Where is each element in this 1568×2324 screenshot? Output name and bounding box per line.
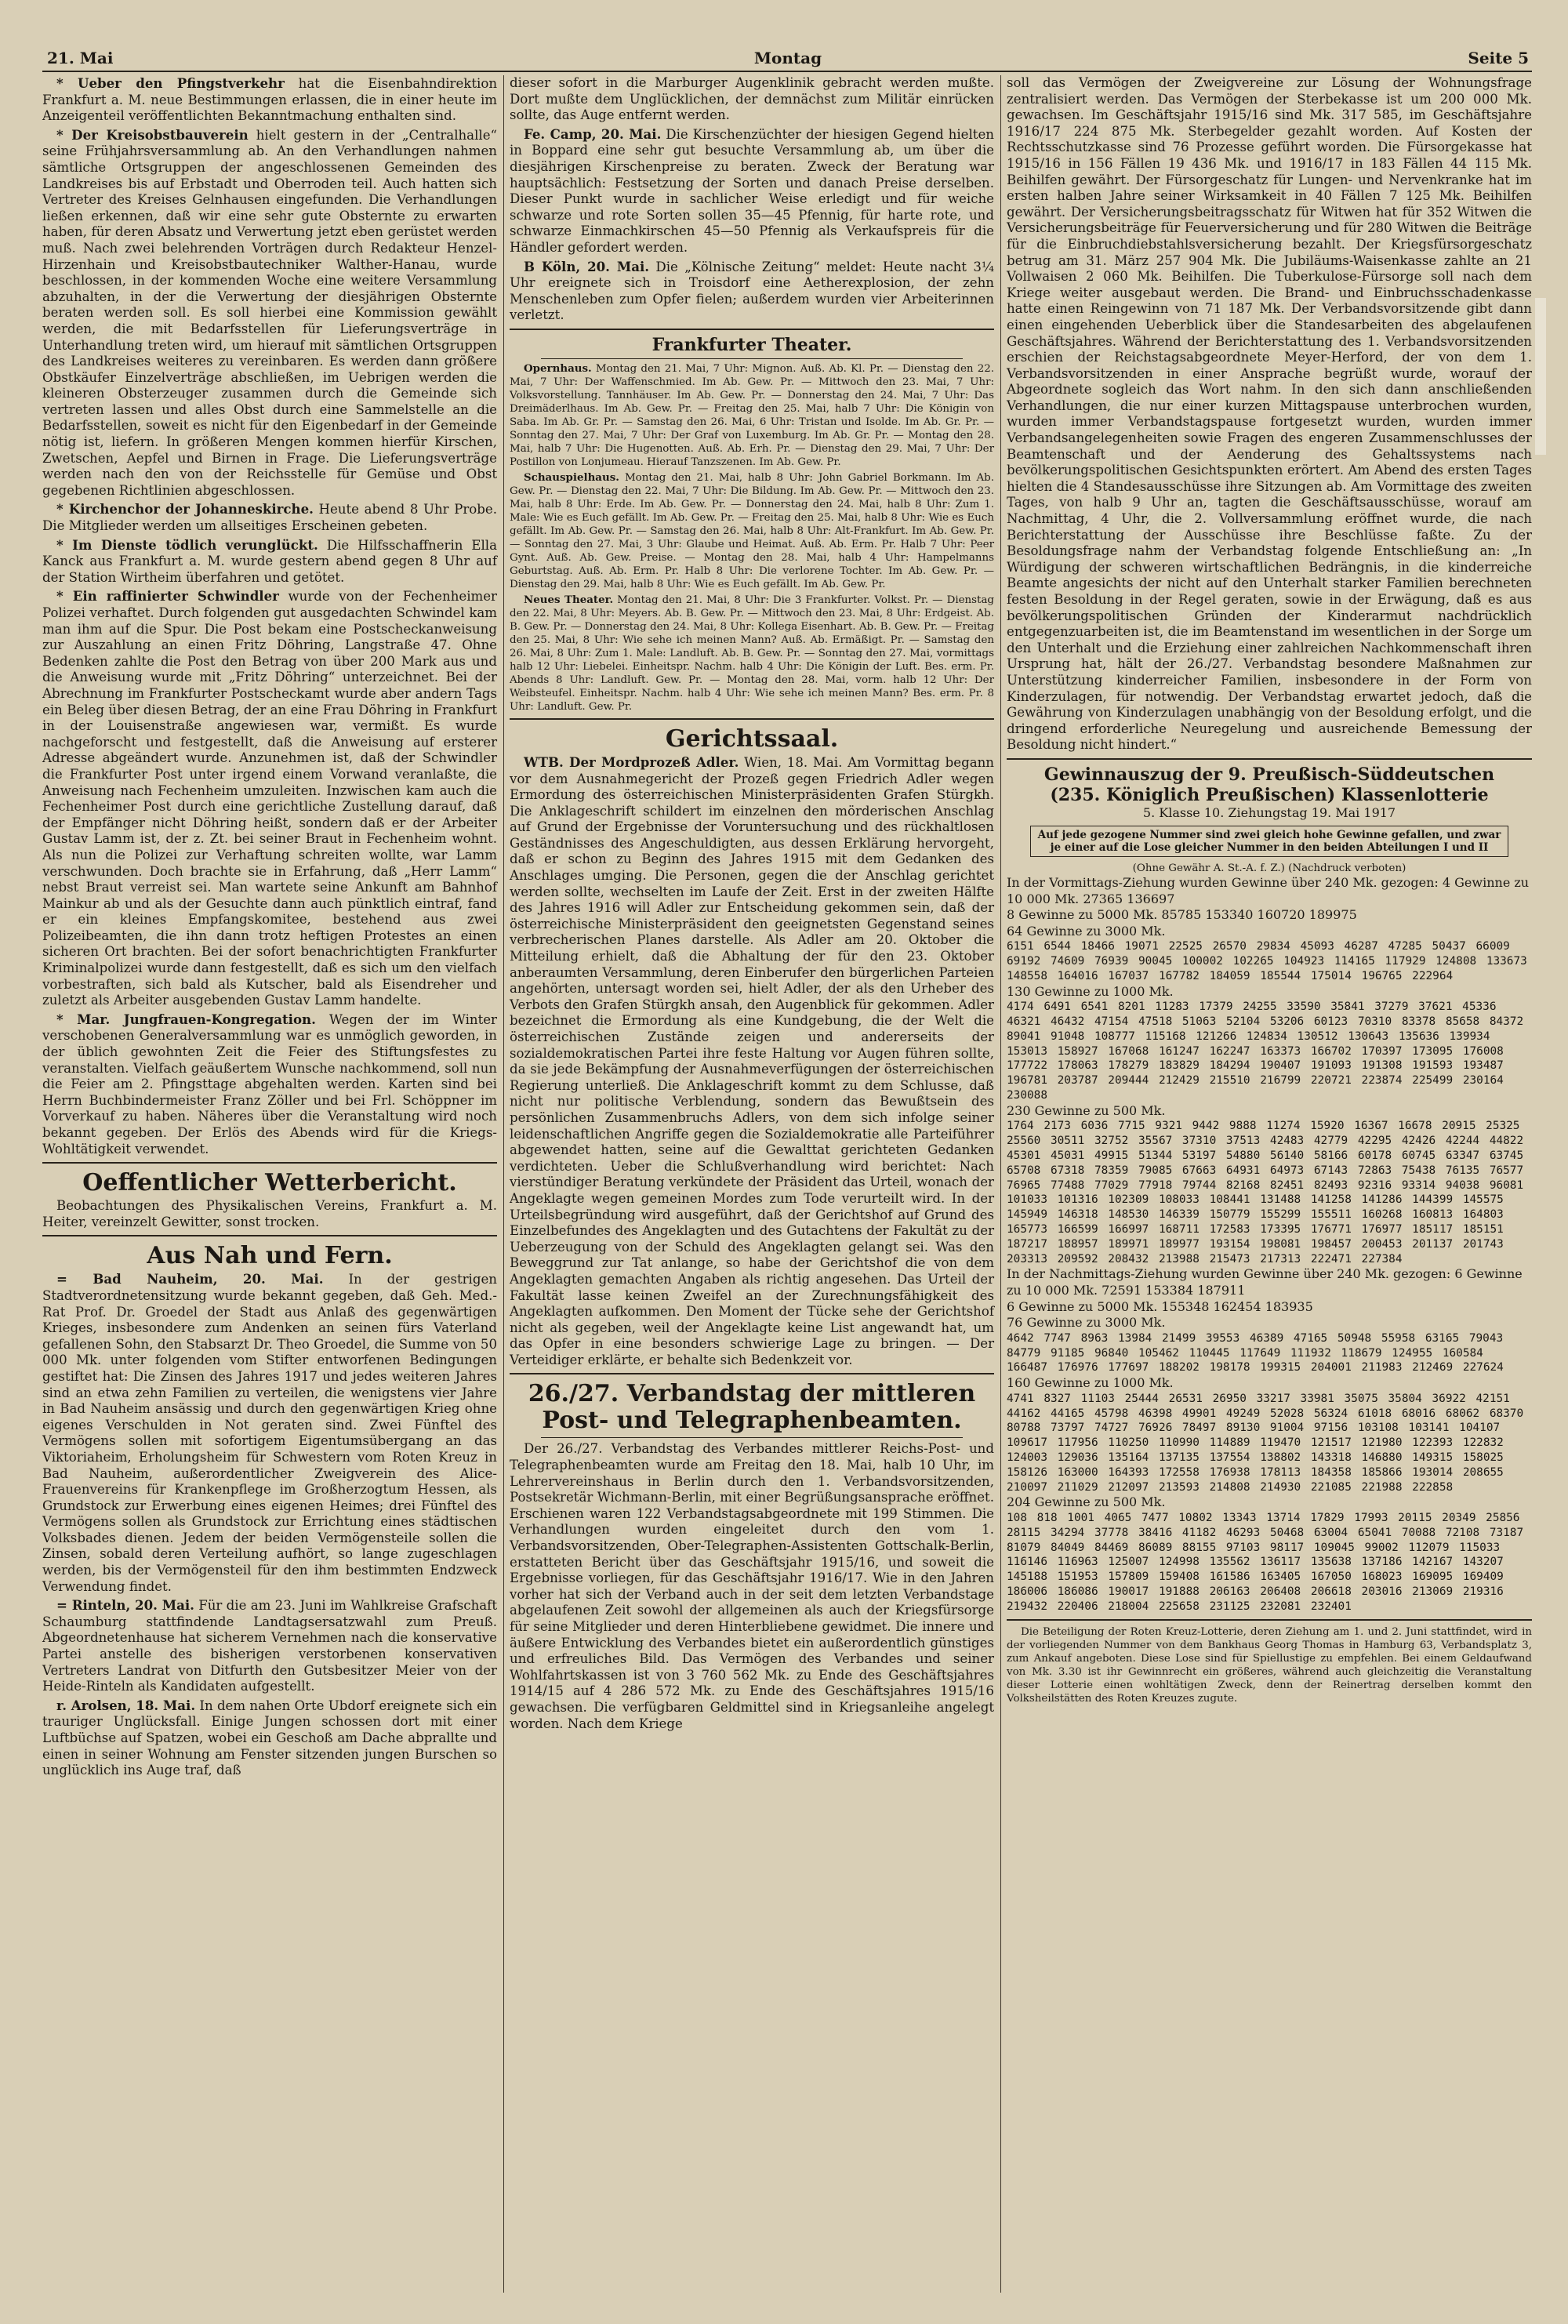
news-item-text: wurde von der Fechenheimer Polizei verhaftet. Durch folgenden gut ausgedachten Schwindel kam man ihm auf die Spur. Die Post bekam eine Postscheckanweisung zur Auszahlung an einen Fritz Döhring, Langstraße 47. Ohne Bedenken zahlte die Post den Betrag von über 200 Mark aus und die Anweisung wurde mit „Fritz Döhring“ unterzeichnet. Bei der Abrechnung im Frankfurter Postscheckamt wurde aber andern Tags ein Beleg über diesen Betrag, der an eine Frau Döhring in Frankfurt in der Louisenstraße angewiesen war, vermißt. Es wurde nachgeforscht und festgestellt, daß die Anweisung auf ersterer Adresse abgeändert wurde. Anzunehmen ist, daß der Schwindler die Frankfurter Post unter irgend einem Vorwand veranlaßte, die Anweisung nach Fechenheim umzuleiten. Inzwischen kam auch die Fechenheimer Post durch eine gerichtliche Zustellung darauf, daß der Empfänger nicht Döhring heißt, sondern daß er der Arbeiter Gustav Lamm ist, der z. Zt. bei seiner Braut in Fechenheim wohnt. Als nun die Polizei zur Verhaftung schreiten wollte, war Lamm verschwunden. Doch brachte sie in Erfahrung, daß „Herr Lamm“ nebst Braut verreist sei. Man wartete seine Ankunft am Bahnhof Mainkur ab und als der Gesuchte dann auch pünktlich eintraf, fand er ein kleines Empfangskomitee, bestehend aus zwei Polizeibeamten, die ihn dann trotz heftigen Protestes an einen sicheren Ort brachten. Bei der sofort benachrichtigten Frankfurter Kriminalpolizei wurde dann festgestellt, daß es sich um den vielfach vorbestraften, sich bald als Kutscher, bald als Eisendreher und zuletzt als Arbeiter ausgebenden Gustav Lamm handelte. — [42, 589, 497, 1008]
news-item — [42, 588, 497, 1008]
lottery-draw-info: 5. Klasse 10. Ziehungstag 19. Mai 1917 — [1142, 804, 1396, 820]
news-item-text: Die Hilfsschaffnerin Ella Kanck aus Frankfurt a. M. wurde gestern abend gegen 8 Uhr auf der Station Wirtheim überfahren und getötet. — [42, 537, 498, 585]
section-rule — [510, 718, 994, 720]
local-news-item-text: Für die am 23. Juni im Wahlkreise Grafschaft Schaumburg stattfindende Landtagsersatzwahl zum Preuß. Abgeordnetenhause hat sicherem Vernehmen nach die konservative Partei anstelle des bisherigen verstorbenen konservativen Vertreters Landrat von Ditfurth den Gutsbesitzer Meier von der Heide-Rinteln als Kandidaten aufgestellt. — [42, 1598, 497, 1694]
column-divider — [1000, 75, 1001, 2293]
verband-report: Der 26./27. Verbandstag des Verbandes mittlerer Reichs-Post- und Telegraphenbeamten wurde am Freitag den 18. Mai, halb 10 Uhr, im Lehrervereinshaus in Berlin durch den 1. Verbandsvorsitzenden, Postsekretär Wichmann-Berlin, mit einer Begrüßungsansprache eröffnet. Erschienen waren 122 Verbandstagsabgeordnete mit 199 Stimmen. Die Verhandlungen wurden eingeleitet durch den vom 1. Verbandsvorsitzenden, Ober-Telegraphen-Assistenten Gottschalk-Berlin, erstatteten Bericht über das Geschäftsjahr 1915/16, und soweit die Ergebnisse vorliegen, für das Geschäftsjahr 1916/17. Wie in den Jahren vorher hat sich der Verband auch in der seit dem letzten Verbandstage abgelaufenen Zeit sowohl der allgemeinen als auch der Kriegsfürsorge für seine Mitglieder und deren Hinterbliebene gewidmet. Die innere und äußere Entwicklung des Verbandes bietet ein außerordentlich günstiges und erfreuliches Bild. Das Vermögen des Verbandes und seiner Wohlfahrtskassen ist von 3 760 562 Mk. zu Ende des Geschäftsjahres 1914/15 auf 4 286 572 Mk. zu Ende des Geschäftsjahres 1915/16 gewachsen. Die verfügbaren Geldmittel sind in Kriegsanleihe angelegt worden. Nach dem Kriege — [510, 1441, 994, 1731]
theater-listing — [510, 471, 994, 591]
theater-listing-lead: Neues Theater. — [524, 593, 614, 606]
lottery-notice-box: Auf jede gezogene Nummer sind zwei gleich hohe Gewinne gefallen, und zwar je einer auf die Lose gleicher Nummer in den beiden Abteilungen I und II — [1030, 826, 1508, 857]
news-item-lead: * Mar. Jungfrauen-Kongregation. — [56, 1011, 316, 1027]
news-item — [42, 537, 497, 586]
news-item-lead: * Ueber den Pfingstverkehr — [56, 75, 285, 91]
local-news-heading: Aus Nah und Fern. — [147, 1242, 393, 1270]
lottery-prize-heading: 230 Gewinne zu 500 Mk. — [1007, 1102, 1166, 1118]
news-item — [42, 1011, 497, 1157]
local-news-item — [42, 1698, 497, 1779]
lottery-prize-heading: 8 Gewinne zu 5000 Mk. 85785 153340 160720 189975 — [1007, 907, 1357, 923]
lottery-prize-heading: In der Nachmittags-Ziehung wurden Gewinne über 240 Mk. gezogen: 6 Gewinne zu 10 000 Mk. 72591 153384 187911 — [1007, 1266, 1523, 1298]
news-item-text: Wegen der im Winter verschobenen Generalversammlung war es unmöglich geworden, in der üblich gewohnten Zeit die Feier des Stiftungsfestes zu veranstalten. Vielfach geäußertem Wunsche nachkommend, soll nun die Feier am 2. Pfingsttage abgehalten werden. Karten sind bei Herrn Buchbindermeister Franz Zöller und bei Frl. Schöppner im Vorverkauf zu haben. Näheres über die Veranstaltung wird noch bekannt gegeben. Der Erlös des Abends wird für die Kriegs-Wohltätigkeit verwendet. — [42, 1011, 497, 1157]
column-2 — [510, 75, 994, 2300]
article-continuation: dieser sofort in die Marburger Augenklinik gebracht werden mußte. Dort mußte dem Unglücklichen, der demnächst zum Militär einrücken sollte, das Auge entfernt werden. — [510, 75, 994, 123]
section-rule — [42, 1235, 497, 1236]
page-edge-mark — [1535, 298, 1546, 455]
local-news-item — [42, 1597, 497, 1695]
lottery-numbers: 1764 2173 6036 7715 9321 9442 9888 11274 15920 16367 16678 20915 25325 25560 30511 32752 35567 37310 37513 42483 42779 42295 42426 42244 44822 45301 45031 49915 51344 53197 54880 56140 58166 60178 60745 63347 63745 65708 67318 78359 79085 67663 64931 64973 67143 72863 75438 76135 76577 76965 77488 77029 77918 79744 82168 82451 82493 92316 93314 94038 96081 101033 101316 102309 108033 108441 131488 141258 141286 144399 145575 145949 146318 148530 146339 150779 155299 155511 160268 160813 164803 165773 166599 166997 168711 172583 173395 176771 176977 185117 185151 187217 188957 189971 189977 193154 198081 198457 200453 201137 201743 203313 209592 208432 213988 215473 217313 222471 227384 — [1007, 1120, 1534, 1265]
theater-listing-text: Montag den 21. Mai, halb 8 Uhr: John Gabriel Borkmann. Im Ab. Gew. Pr. — Dienstag den 22. Mai, 7 Uhr: Die Bildung. Im Ab. Gew. Pr. — Mittwoch den 23. Mai, halb 8 Uhr: Erde. Im Ab. Gew. Pr. — Donnerstag den 24. Mai, halb 8 Uhr: Zum 1. Male: Wie es Euch gefällt. Im Ab. Gew. Pr. — Freitag den 25. Mai, halb 8 Uhr: Wie es Euch gefällt. Im Ab. Gew. Pr. — Samstag den 26. Mai, halb 8 Uhr: Alt-Frankfurt. Im Ab. Gew. Pr. — Sonntag den 27. Mai, 3 Uhr: Glaube und Heimat. Auß. Ab. Erm. Pr. Halb 7 Uhr: Peer Gynt. Auß. Ab. Gew. Preise. — Montag den 28. Mai, halb 4 Uhr: Hampelmanns Geburtstag. Auß. Ab. Erm. Pr. Halb 8 Uhr: Die verlorene Tochter. Im Ab. Gew. Pr. — Dienstag den 29. Mai, halb 8 Uhr: Wie es Euch gefällt. Im Ab. Gew. Pr. — [510, 471, 994, 590]
lottery-numbers: 6151 6544 18466 19071 22525 26570 29834 45093 46287 47285 50437 66009 69192 74609 76939 90045 100002 102265 104923 114165 117929 124808 133673 148558 164016 167037 167782 184059 185544 175014 196765 222964 — [1007, 940, 1537, 982]
news-item — [510, 126, 994, 256]
lottery-title: Gewinnauszug der 9. Preußisch-Süddeutschen — [1044, 764, 1495, 785]
column-3 — [1007, 75, 1537, 2300]
court-report-lead: WTB. Der Mordprozeß Adler. — [524, 753, 739, 770]
lottery-prize-heading: 76 Gewinne zu 3000 Mk. — [1007, 1315, 1166, 1331]
court-report — [510, 754, 994, 1369]
news-item-text: Heute abend 8 Uhr Probe. Die Mitglieder werden um allseitiges Erscheinen gebeten. — [42, 502, 497, 534]
section-rule — [510, 329, 994, 330]
local-news-item-lead: r. Arolsen, 18. Mai. — [56, 1697, 196, 1713]
news-item-lead: * Kirchenchor der Johanneskirche. — [56, 501, 314, 517]
lottery-subtitle: (235. Königlich Preußischen) Klassenlotterie — [1050, 784, 1489, 805]
news-item — [42, 127, 497, 499]
lottery-prize-heading: 130 Gewinne zu 1000 Mk. — [1007, 983, 1174, 999]
news-item — [42, 501, 497, 534]
local-news-item-lead: = Rinteln, 20. Mai. — [56, 1597, 194, 1614]
theater-listing-lead: Opernhaus. — [524, 361, 592, 375]
news-item-text: Die „Kölnische Zeitung“ meldet: Heute nacht 3¼ Uhr ereignete sich in Troisdorf eine Aetherexplosion, der zehn Menschenleben zum Opfer fielen; außerdem wurden vier Arbeiterinnen verletzt. — [510, 259, 995, 323]
page-header — [47, 49, 1529, 67]
lottery-morning-heading: In der Vormittags-Ziehung wurden Gewinne über 240 Mk. gezogen: 4 Gewinne zu 10 000 Mk. 27365 136697 — [1007, 874, 1530, 906]
news-item-lead: Fe. Camp, 20. Mai. — [524, 125, 662, 142]
section-rule — [541, 1437, 963, 1438]
theater-listing — [510, 362, 994, 469]
weather-report: Beobachtungen des Physikalischen Vereins, Frankfurt a. M. Heiter, vereinzelt Gewitter, sonst trocken. — [42, 1198, 497, 1229]
section-rule — [510, 1373, 994, 1374]
lottery-prize-heading: 64 Gewinne zu 3000 Mk. — [1007, 923, 1166, 939]
news-item-text: hielt gestern in der „Centralhalle“ seine Frühjahrsversammlung ab. An den Verhandlungen nahmen sämtliche Ortsgruppen der angeschlossenen Gemeinden des Landkreises bis auf Erbstadt und Oberroden teil. Auch hatten sich Vertreter des Kreises Gelnhausen eingefunden. Die Verhandlungen ließen erkennen, daß wir eine sehr gute Obsternte zu erwarten haben, für deren Absatz und Verwertung jetzt eben gerüstet werden muß. Nach zwei belehrenden Vorträgen durch Redakteur Henzel-Hirzenhain und Kreisobstbautechniker Walther-Hanau, wurde beschlossen, in der kommenden Woche eine weitere Versammlung abzuhalten, in der die Verwertung der diesjährigen Obsternte beraten werden soll. Es soll hierbei eine Kommission gewählt werden, die mit Bedarfsstellen für Lieferungsverträge in Unterhandlung treten wird, um hierauf mit sämtlichen Ortsgruppen des Landkreises weiteres zu vereinbaren. Es werden dann größere Obstkäufer Einzelverträge abschließen, im Uebrigen werden die kleineren Obsterzeuger zusammen durch die Gemeinde sich vertreten lassen und alles Obst durch eine Sammelstelle an die Bedarfsstellen, soweit es nicht für den Eigenbedarf in der Gemeinde nötig ist, liefern. In größeren Mengen kommen hierfür Kirschen, Zwetschen, Aepfel und Birnen in Frage. Die Lieferungsverträge werden nach den von der Reichsstelle für Gemüse und Obst gegebenen Richtlinien abgeschlossen. — [42, 127, 497, 498]
local-news-item-text: In dem nahen Orte Ubdorf ereignete sich ein trauriger Unglücksfall. Einige Jungen schossen dort mit einer Luftbüchse auf Spatzen, wobei ein Geschoß am Dache abprallte und einen in seiner Wohnung am Fenster sitzenden jungen Burschen so unglücklich ins Auge traf, daß — [42, 1698, 497, 1778]
court-report-body: Wien, 18. Mai. Am Vormittag begann vor dem Ausnahmegericht der Prozeß gegen Friedrich Adler wegen Ermordung des österreichischen Ministerpräsidenten Grafen Stürgkh. Die Anklageschrift schildert im einzelnen den mörderischen Anschlag auf Grund der Ergebnisse der Voruntersuchung und des rückhaltlosen Geständnisses des Angeschuldigten, aus dessen Erklärung hervorgeht, daß er schon zu Beginn des Jahres 1915 mit dem Gedanken des Anschlages umging. Die Personen, gegen die der Anschlag gerichtet werden sollte, wechselten im Laufe der Zeit. Erst in der zweiten Hälfte des Jahres 1916 will Adler zur Entscheidung gekommen sein, daß der österreichische Ministerpräsident den geeignetsten Gegenstand seines verbrecherischen Planes darstelle. Als Adler am 20. Oktober die Mitteilung erhielt, daß die Abhaltung der für den 23. Oktober anberaumten Versammlung, deren Einberufer den bürgerlichen Parteien angehörten, untersagt worden sei, hielt Adler, der als den Urheber des Verbots den Grafen Stürgkh ansah, den Augenblick für gekommen. Adler bezeichnet die Ermordung als eine Kundgebung, die der Welt die österreichischen Zustände zeigen und andererseits der sozialdemokratischen Partei ihre feste Haltung vor Augen führen sollte, da sie jede Bekämpfung der Ausnahmeverfügungen der österreichischen Regierung unterließ. Die Anklageschrift kommt zu dem Schlusse, daß nicht nur politische Verblendung, sondern das Bewußtsein des persönlichen Zusammenbruchs Adlers, von dem sich infolge seiner leidenschaftlichen Angriffe gegen die Sozialdemokratie alle Parteiführer abgewendet hatten, seine auf die Gewalttat gerichteten Gedanken verdichteten. Ueber die Schlußverhandlung wird berichtet: Nach vierstündiger Beratung verkündete der Präsident das Urteil, wonach der Angeklagte wegen gemeinen Mordes zum Tode verurteilt wird. In der Urteilsbegründung wird ausgeführt, daß der Gerichtshof auf Grund des Einzelbefundes des Angeklagten und des Gutachtens der Fakultät zu der Ueberzeugung von der Schuld des Angeklagten gelangt sei. Was den Beweggrund zur Tat anlange, so habe der Gerichtshof die von dem Angeklagten gemachten Angaben als richtig angesehen. Das Urteil der Fakultät lasse keinen Zweifel an der Zurechnungsfähigkeit des Angeklagten aufkommen. Den Moment der Tücke sehe der Gerichtshof nicht als gegeben, weil der Angeklagte keine List angewandt hat, um das Opfer in eine besonders schwierige Lage zu bringen. — Der Verteidiger erklärte, er behalte sich Bedenkzeit vor. — [510, 754, 994, 1367]
news-item-text: Die Kirschenzüchter der hiesigen Gegend hielten in Boppard eine sehr gut besuchte Versammlung ab, um über die diesjährigen Kirschenpreise zu beraten. Zweck der Beratung war hauptsächlich: Festsetzung der Sorten und danach Preise derselben. Dieser Punkt wurde in sachlicher Weise erledigt und für weiche schwarze und rote Sorten sollen 35—45 Pfennig, für harte rote, und schwarze Einmachkirschen 45—50 Pfennig als Verkaufspreis für die Händler gefordert werden. — [510, 126, 994, 255]
header-day: Montag — [753, 49, 822, 67]
header-date: 21. Mai — [47, 49, 114, 67]
column-1 — [42, 75, 497, 2300]
lottery-numbers: 4174 6491 6541 8201 11283 17379 24255 33590 35841 37279 37621 45336 46321 46432 47154 47518 51063 52104 53206 60123 70310 83378 85658 84372 89041 91048 108777 115168 121266 124834 130512 130643 135636 139934 153013 158927 167068 161247 162247 163373 166702 170397 173095 176008 177722 178063 178279 183829 184294 190407 191093 191308 191593 193487 196781 203787 209444 212429 215510 216799 220721 223874 225499 230164 230088 — [1007, 1000, 1534, 1102]
court-heading: Gerichtssaal. — [665, 724, 839, 753]
lottery-numbers: 108 818 1001 4065 7477 10802 13343 13714 17829 17993 20115 20349 25856 28115 34294 37778 38416 41182 46293 50468 63004 65041 70088 72108 73187 81079 84049 84469 86089 88155 97103 98117 109045 99002 112079 115033 116146 116963 125007 124998 135562 136117 135638 137186 142167 143207 145188 151953 157809 159408 161586 163405 167050 168023 169095 169409 186006 186086 190017 191888 206163 206408 206618 203016 213069 219316 219432 220406 218004 225658 231125 232081 232401 — [1007, 1511, 1534, 1613]
section-rule — [42, 1162, 497, 1164]
theater-listing-text: Montag den 21. Mai, 7 Uhr: Mignon. Auß. Ab. Kl. Pr. — Dienstag den 22. Mai, 7 Uhr: Der Waffenschmied. Im Ab. Gew. Pr. — Mittwoch den 23. Mai, 7 Uhr: Volksvorstellung. Tannhäuser. Im Ab. Gew. Pr. — Donnerstag den 24. Mai, 7 Uhr: Das Dreimäderlhaus. Im Ab. Gew. Pr. — Freitag den 25. Mai, halb 7 Uhr: Die Königin von Saba. Im Ab. Gr. Pr. — Samstag den 26. Mai, 6 Uhr: Tristan und Isolde. Im Ab. Gr. Pr. — Sonntag den 27. Mai, 7 Uhr: Der Graf von Luxemburg. Im Ab. Gr. Pr. — Montag den 28. Mai, halb 7 Uhr: Die Hugenotten. Auß. Ab. Erh. Pr. — Dienstag den 29. Mai, 7 Uhr: Der Postillon von Lonjumeau. Hierauf Tanzszenen. Im Ab. Gew. Pr. — [510, 362, 994, 468]
theater-listing-lead: Schauspielhaus. — [524, 470, 619, 484]
news-item-lead: * Ein raffinierter Schwindler — [56, 588, 279, 605]
news-item-lead: B Köln, 20. Mai. — [524, 258, 650, 274]
lottery-numbers: 4642 7747 8963 13984 21499 39553 46389 47165 50948 55958 63165 79043 84779 91185 96840 105462 110445 117649 111932 118679 124955 160584 166487 176976 177697 188202 198178 199315 204001 211983 212469 227624 — [1007, 1331, 1513, 1374]
theater-listing-text: Montag den 21. Mai, 8 Uhr: Die 3 Frankfurter. Volkst. Pr. — Dienstag den 22. Mai, 8 Uhr: Meyers. Ab. B. Gew. Pr. — Mittwoch den 23. Mai, 8 Uhr: Erdgeist. Ab. B. Gew. Pr. — Donnerstag den 24. Mai, 8 Uhr: Kollega Eisenhart. Ab. B. Gew. Pr. — Freitag den 25. Mai, 8 Uhr: Wie sehe ich meinen Mann? Auß. Ab. Ermäßigt. Pr. — Samstag den 26. Mai, 8 Uhr: Zum 1. Male: Landluft. Ab. B. Gew. Pr. — Sonntag den 27. Mai, vormittags halb 12 Uhr: Liebelei. Einheitspr. Nachm. halb 4 Uhr: Die Königin der Luft. Bes. erm. Pr. Abends 8 Uhr: Landluft. Gew. Pr. — Montag den 28. Mai, vorm. halb 12 Uhr: Der Weibsteufel. Einheitspr. Nachm. halb 4 Uhr: Wie sehe ich meinen Mann? Bes. erm. Pr. 8 Uhr: Landluft. Gew. Pr. — [510, 594, 994, 713]
weather-heading: Oeffentlicher Wetterbericht. — [82, 1169, 457, 1197]
news-item-lead: * Im Dienste tödlich verunglückt. — [56, 536, 318, 553]
lottery-prize-heading: 160 Gewinne zu 1000 Mk. — [1007, 1375, 1174, 1391]
local-news-item — [42, 1271, 497, 1595]
lottery-prize-heading: 204 Gewinne zu 500 Mk. — [1007, 1494, 1166, 1510]
lottery-disclaimer: (Ohne Gewähr A. St.-A. f. Z.) (Nachdruck verboten) — [1132, 862, 1406, 874]
lottery-numbers: 4741 8327 11103 25444 26531 26950 33217 33981 35075 35804 36922 42151 44162 44165 45798 46398 49901 49249 52028 56324 61018 68016 68062 68370 80788 73797 74727 76926 78497 89130 91004 97156 103108 103141 104107 109617 117956 110250 110990 114889 119470 121517 121980 122393 122832 124003 129036 135164 137135 137554 138802 143318 146880 149315 158025 158126 163000 164393 172558 176938 178113 184358 185866 193014 208655 210097 211029 212097 213593 214808 214930 221085 221988 222858 — [1007, 1392, 1534, 1494]
verband-heading: 26./27. Verbandstag der mittleren Post- und Telegraphenbeamten. — [528, 1380, 976, 1435]
verband-report-continued: soll das Vermögen der Zweigvereine zur Lösung der Wohnungsfrage zentralisiert werden. Das Vermögen der Sterbekasse ist um 200 000 Mk. gewachsen. Im Geschäftsjahr 1915/16 sind Mk. 317 585, im Geschäftsjahre 1916/17 224 875 Mk. Sterbegelder gezahlt worden. Auf Kosten der Rechtsschutzkasse sind 76 Prozesse geführt worden. Die Fürsorgekasse hat 1915/16 in 156 Fällen 19 436 Mk. und 1916/17 in 183 Fällen 44 115 Mk. Beihilfen gewährt. Der Fürsorgeschatz für Lungen- und Nervenkranke hat im ersten halben Jahre seiner Wirksamkeit in 40 Fällen 7 125 Mk. Beihilfen gewährt. Der Versicherungsbeitragsschatz für Witwen hat für 352 Witwen die Versicherungsbeiträge für Feuerversicherung und für 280 Witwen die Beiträge für die Einbruchdiebstahlsversicherung bezahlt. Der Kriegsfürsorgeschatz betrug am 31. März 257 904 Mk. Die Jubiläums-Waisenkasse zahlte an 21 Vollwaisen 2 060 Mk. Beihilfen. Die Tuberkulose-Fürsorge soll nach dem Kriege weiter ausgebaut werden. Die Brand- und Einbruchsschadenkasse hatte einen Reingewinn von 71 187 Mk. Der Verbandsvorsitzende gibt dann einen eingehenden Ueberblick über die Standesarbeiten des abgelaufenen Geschäftsjahres. Während der Berichterstattung des 1. Verbandsvorsitzenden erschien der Reichstagsabgeordnete Meyer-Herford, der von dem 1. Verbandsvorsitzenden in einer Ansprache begrüßt wurde, worauf der Abgeordnete sogleich das Wort nahm. In den sich dann anschließenden Verhandlungen, die nur einer kurzen Mittagspause unterbrochen wurden, wurden immer Verbandstagspause fortgesetzt wurden, wurden immer Verbandsangelegenheiten sowie Fragen des engeren Zusammenschlusses der Beamtenschaft und der Aenderung des Gehaltssystems nach bevölkerungspolitischen Gesichtspunkten erörtert. Am Abend des ersten Tages hielten die 4 Standesausschüsse ihre Sitzungen ab. Am Vormittage des zweiten Tages, von halb 9 Uhr an, tagten die Geschäftsausschüsse, worauf am Nachmittag, 4 Uhr, die 2. Vollversammlung eröffnet wurde, die nach Berichterstattung der Ausschüsse ihre Beschlüsse faßte. Zu der Besoldungsfrage nahm der Verbandstag folgende Entschließung an: „In Würdigung der schweren wirtschaftlichen Bedrängnis, in die kinderreiche Beamte angesichts der nicht auf den Unterhalt starker Familien berechneten festen Besoldung in der Regel geraten, sowie in der Erwägung, daß es aus bevölkerungspolitischen Gründen der Kinderarmut nachdrücklich entgegenzuarbeiten ist, die im Beamtenstand im wesentlichen in der Sorge um den Unterhalt und die Erziehung einer zahlreichen Nachkommenschaft ihren Ursprung hat, hält der 26./27. Verbandstag besondere Maßnahmen zur Unterstützung kinderreicher Familien, insbesondere in der Form von Kinderzulagen, für notwendig. Der Verbandstag erwartet jedoch, daß die Gewährung von Kinderzulagen unabhängig von der Besoldung erfolgt, und die dringend erforderliche Neuregelung und ausreichende Bemessung der Besoldung nicht hindert.“ — [1007, 75, 1532, 753]
column-divider — [503, 75, 504, 2293]
news-item-text: hat die Eisenbahndirektion Frankfurt a. M. neue Bestimmungen erlassen, die in einer heute im Anzeigenteil veröffentlichten Bekanntmachung enthalten sind. — [42, 76, 498, 124]
theater-listing — [510, 594, 994, 714]
local-news-item-lead: = Bad Nauheim, 20. Mai. — [56, 1271, 324, 1287]
theater-heading: Frankfurter Theater. — [652, 334, 852, 355]
lottery-prize-heading: 6 Gewinne zu 5000 Mk. 155348 162454 183935 — [1007, 1298, 1313, 1314]
section-rule — [1007, 1619, 1532, 1621]
news-item — [42, 75, 497, 125]
news-item — [510, 259, 994, 324]
local-news-item-text: In der gestrigen Stadtverordnetensitzung wurde bekannt gegeben, daß Geh. Med.-Rat Prof. Dr. Groedel der Stadt aus Anlaß des gegenwärtigen Krieges, insbesondere zum Andenken an seinen fürs Vaterland gefallenen Sohn, den Stabsarzt Dr. Theo Groedel, die Summe von 50 000 Mk. unter folgenden vom Stifter entworfenen Bedingungen gestiftet hat: Die Zinsen des Jahres 1917 und jedes weiteren Jahres sind an etwa zehn Familien zu verteilen, die wenigstens vier Jahre in Bad Nauheim ansässig und durch den gegenwärtigen Krieg ohne eigenes Verschulden in Not geraten sind. Zwei Fünftel des Vermögens sollen mit sofortigem Eigentumsübergang an das Viktoriaheim, Erholungsheim für Schwestern vom Roten Kreuz in Bad Nauheim, außerordentlicher Zweigverein des Alice-Frauenvereins für Krankenpflege im Großherzogtum Hessen, als Grundstock zur Erwerbung eines eigenen Heimes; drei Fünftel des Vermögens sollen als Grundstock zur Errichtung eines städtischen Volksbades dienen. Jedem der beiden Vermögensteile sollen die Zinsen, sobald deren Verteilung aufhört, so lange zugeschlagen werden, bis der Vermögensteil für den ihm bestimmten Endzweck Verwendung findet. — [42, 1272, 497, 1594]
section-rule — [541, 358, 963, 359]
lottery-footer-note: Die Beteiligung der Roten Kreuz-Lotterie, deren Ziehung am 1. und 2. Juni stattfindet, wird in der vorliegenden Nummer von dem Bankhaus Georg Thomas in Hamburg 63, Verbandsplatz 3, zum Ankauf angeboten. Diese Lose sind für Spiellustige zu empfehlen. Bei einem Geldaufwand von Mk. 3.30 ist ihr Gewinnrecht ein größeres, während auch gleichzeitig die Veranstaltung dieser Lotterie einen wohltätigen Zweck, denn der Reinertrag derselben kommt den Volksheilstätten des Roten Kreuzes zugute. — [1007, 1625, 1532, 1705]
header-page-number: Seite 5 — [1468, 49, 1529, 67]
header-rule — [42, 71, 1532, 72]
news-item-lead: * Der Kreisobstbauverein — [56, 126, 249, 143]
section-rule — [1007, 758, 1532, 760]
